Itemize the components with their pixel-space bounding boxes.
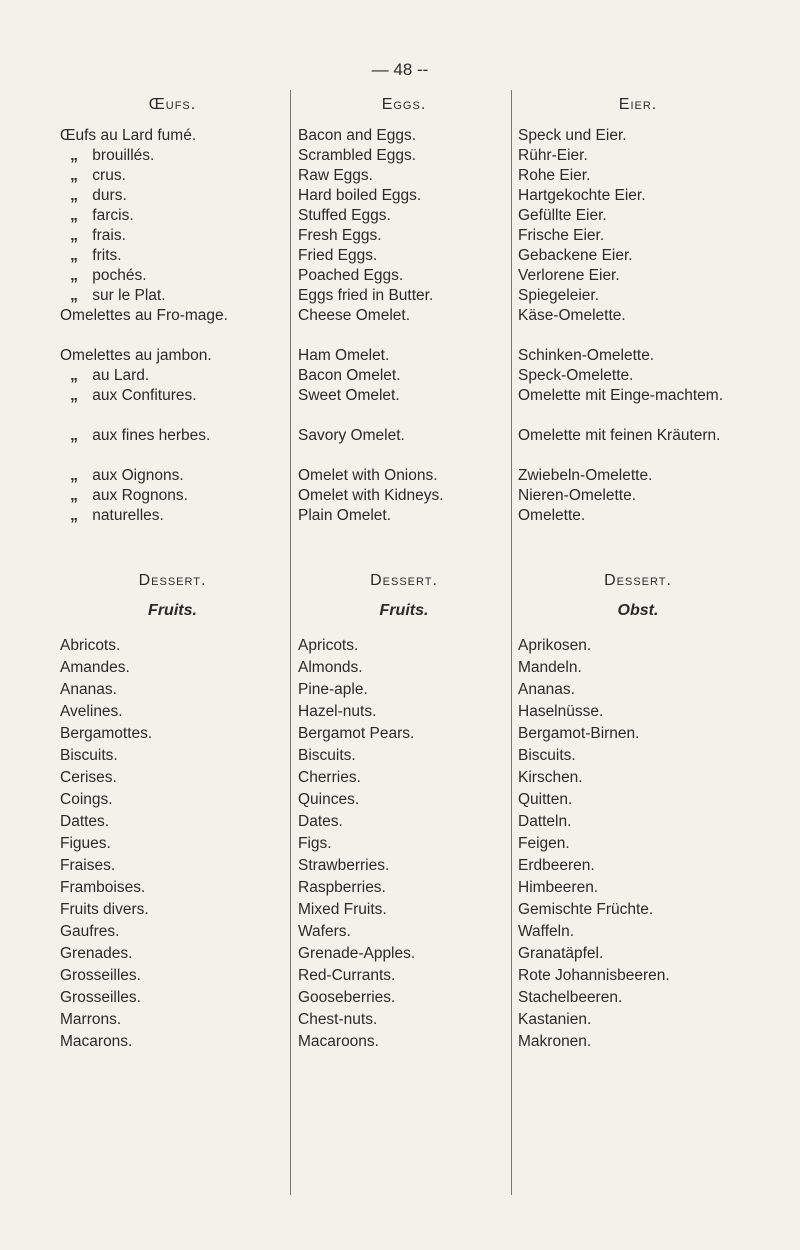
dessert-row: Fruits divers.: [60, 901, 149, 918]
eggs-row: „ naturelles.: [60, 506, 285, 526]
dessert-row: Strawberries.: [298, 857, 390, 874]
eggs-row: Scrambled Eggs.: [298, 147, 417, 164]
dessert-row: Himbeeren.: [518, 879, 599, 896]
fruits-subheader: Fruits.: [148, 602, 197, 619]
eggs-row: „ aux Confitures.: [60, 386, 285, 426]
eggs-row: „ au Lard.: [60, 366, 285, 386]
eggs-row: „ pochés.: [60, 266, 285, 286]
eggs-row: Hartgekochte Eier.: [518, 187, 646, 204]
eggs-column-header: Eggs.: [381, 96, 427, 113]
dessert-row: Gemischte Früchte.: [518, 901, 654, 918]
dessert-row: Erdbeeren.: [518, 857, 595, 874]
eggs-row: Spiegeleier.: [518, 287, 600, 304]
dessert-row: Waffeln.: [518, 923, 574, 940]
eggs-row: Verlorene Eier.: [518, 267, 620, 284]
ditto-mark: „: [70, 367, 78, 384]
dessert-row: Macaroons.: [298, 1033, 379, 1050]
dessert-row: Grosseilles.: [60, 989, 141, 1006]
ditto-mark: „: [70, 487, 78, 504]
dessert-row: Apricots.: [298, 637, 359, 654]
ditto-mark: „: [70, 387, 78, 404]
ditto-mark: „: [70, 287, 78, 304]
eggs-row: Bacon and Eggs.: [298, 127, 417, 144]
eggs-row: Gebackene Eier.: [518, 247, 633, 264]
dessert-row: Quitten.: [518, 791, 573, 808]
dessert-header: Dessert.: [138, 572, 207, 589]
eggs-row: Speck-Omelette.: [518, 367, 634, 384]
dessert-row: Marrons.: [60, 1011, 122, 1028]
eggs-row: „ aux Oignons.: [60, 466, 285, 486]
dessert-row: Bergamot-Birnen.: [518, 725, 640, 742]
dessert-row: Gaufres.: [60, 923, 120, 940]
eggs-row: „ brouillés.: [60, 146, 285, 166]
eggs-row: „ farcis.: [60, 206, 285, 226]
eggs-row: Plain Omelet.: [298, 507, 392, 524]
eggs-row: Bacon Omelet.: [298, 367, 401, 384]
dessert-row: Figues.: [60, 835, 111, 852]
eggs-row: „ sur le Plat.: [60, 286, 285, 306]
dessert-row: Kastanien.: [518, 1011, 592, 1028]
dessert-row: Ananas.: [518, 681, 575, 698]
eggs-row: Sweet Omelet.: [298, 387, 400, 404]
eggs-row: Cheese Omelet.: [298, 307, 410, 324]
dessert-row: Abricots.: [60, 637, 121, 654]
dessert-row: Rote Johannisbeeren.: [518, 967, 670, 984]
dessert-row: Grenade-Apples.: [298, 945, 416, 962]
dessert-row: Grenades.: [60, 945, 133, 962]
dessert-row: Red-Currants.: [298, 967, 396, 984]
dessert-row: Stachelbeeren.: [518, 989, 623, 1006]
eggs-row: Raw Eggs.: [298, 167, 373, 184]
eggs-row: „ durs.: [60, 186, 285, 206]
dessert-row: Bergamottes.: [60, 725, 153, 742]
dessert-row: Fraises.: [60, 857, 116, 874]
ditto-mark: „: [70, 507, 78, 524]
dessert-row: Biscuits.: [518, 747, 576, 764]
dessert-row: Mixed Fruits.: [298, 901, 387, 918]
dessert-row: Grosseilles.: [60, 967, 141, 984]
eggs-row: Speck und Eier.: [518, 127, 627, 144]
dessert-row: Bergamot Pears.: [298, 725, 415, 742]
eggs-row: Schinken-Omelette.: [518, 347, 655, 364]
dessert-row: Raspberries.: [298, 879, 386, 896]
eggs-row: Gefüllte Eier.: [518, 207, 607, 224]
eggs-row: Eggs fried in Butter.: [298, 287, 434, 304]
fruits-subheader: Fruits.: [379, 602, 429, 619]
column-divider: [511, 90, 512, 1195]
ditto-mark: „: [70, 427, 78, 444]
dessert-row: Haselnüsse.: [518, 703, 604, 720]
eggs-row: „ aux fines herbes.: [60, 426, 285, 466]
dessert-row: Almonds.: [298, 659, 363, 676]
dessert-row: Coings.: [60, 791, 113, 808]
eggs-row: Œufs au Lard fumé.: [60, 127, 197, 144]
eggs-column-header: Œufs.: [148, 96, 197, 113]
dessert-row: Pine-aple.: [298, 681, 368, 698]
eggs-row: Savory Omelet.: [298, 427, 405, 444]
dessert-header: Dessert.: [604, 572, 672, 589]
column-divider: [290, 90, 291, 1195]
eggs-row: Rohe Eier.: [518, 167, 591, 184]
dessert-row: Avelines.: [60, 703, 123, 720]
dessert-row: Macarons.: [60, 1033, 133, 1050]
dessert-row: Makronen.: [518, 1033, 592, 1050]
eggs-row: Omelet with Onions.: [298, 467, 438, 484]
ditto-mark: „: [70, 467, 78, 484]
eggs-row: Omelettes au jambon.: [60, 347, 212, 364]
eggs-row: Frische Eier.: [518, 227, 605, 244]
dessert-row: Wafers.: [298, 923, 351, 940]
eggs-row: Poached Eggs.: [298, 267, 404, 284]
eggs-row: Omelette mit feinen Kräutern.: [518, 427, 721, 444]
eggs-column-header: Eier.: [618, 96, 658, 113]
dessert-row: Gooseberries.: [298, 989, 396, 1006]
german-column: [518, 90, 758, 1054]
eggs-row: „ crus.: [60, 166, 285, 186]
dessert-row: Cherries.: [298, 769, 361, 786]
eggs-row: Rühr-Eier.: [518, 147, 588, 164]
eggs-row: Käse-Omelette.: [518, 307, 626, 324]
dessert-row: Cerises.: [60, 769, 117, 786]
eggs-row: Stuffed Eggs.: [298, 207, 391, 224]
eggs-row: „ frits.: [60, 246, 285, 266]
dessert-row: Figs.: [298, 835, 332, 852]
dessert-row: Feigen.: [518, 835, 570, 852]
eggs-row: „ aux Rognons.: [60, 486, 285, 506]
page-number: — 48 --: [371, 60, 429, 79]
dessert-row: Datteln.: [518, 813, 572, 830]
eggs-row: Ham Omelet.: [298, 347, 390, 364]
dessert-row: Granatäpfel.: [518, 945, 604, 962]
dessert-row: Kirschen.: [518, 769, 583, 786]
eggs-row: Omelette mit Einge-machtem.: [518, 387, 724, 404]
dessert-row: Hazel-nuts.: [298, 703, 377, 720]
dessert-row: Biscuits.: [298, 747, 356, 764]
eggs-row: Hard boiled Eggs.: [298, 187, 422, 204]
dessert-row: Quinces.: [298, 791, 360, 808]
english-column: [298, 90, 510, 1054]
dessert-row: Amandes.: [60, 659, 130, 676]
ditto-mark: „: [70, 267, 78, 284]
eggs-row: Omelettes au Fro-mage.: [60, 307, 228, 324]
dessert-row: Dattes.: [60, 813, 110, 830]
french-column: [60, 90, 285, 1054]
ditto-mark: „: [70, 227, 78, 244]
dessert-row: Framboises.: [60, 879, 146, 896]
eggs-row: Omelette.: [518, 507, 586, 524]
menu-table: [0, 90, 800, 1250]
eggs-row: „ frais.: [60, 226, 285, 246]
ditto-mark: „: [70, 247, 78, 264]
eggs-row: Omelet with Kidneys.: [298, 487, 444, 504]
ditto-mark: „: [70, 167, 78, 184]
dessert-row: Mandeln.: [518, 659, 582, 676]
dessert-row: Biscuits.: [60, 747, 118, 764]
dessert-header: Dessert.: [370, 572, 438, 589]
ditto-mark: „: [70, 207, 78, 224]
eggs-row: Nieren-Omelette.: [518, 487, 637, 504]
eggs-row: Fried Eggs.: [298, 247, 378, 264]
dessert-row: Chest-nuts.: [298, 1011, 378, 1028]
ditto-mark: „: [70, 147, 78, 164]
dessert-row: Ananas.: [60, 681, 117, 698]
ditto-mark: „: [70, 187, 78, 204]
eggs-row: Zwiebeln-Omelette.: [518, 467, 653, 484]
fruits-subheader: Obst.: [617, 602, 659, 619]
dessert-row: Dates.: [298, 813, 343, 830]
dessert-row: Aprikosen.: [518, 637, 592, 654]
eggs-row: Fresh Eggs.: [298, 227, 382, 244]
